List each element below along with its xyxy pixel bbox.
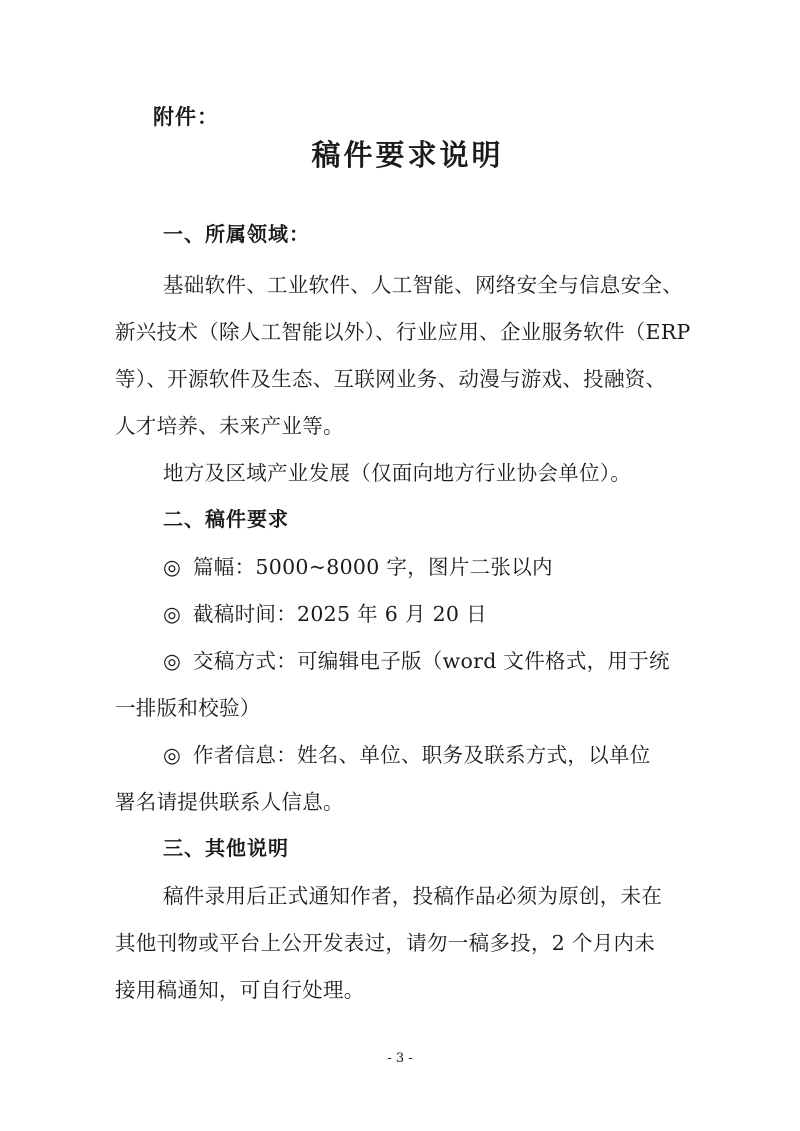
section-1-line-4: 人才培养、未来产业等。 (115, 414, 344, 438)
requirement-length (163, 550, 553, 580)
requirement-submission-text: 交稿方式：可编辑电子版（word 文件格式，用于统 (193, 649, 670, 673)
requirement-deadline (163, 597, 487, 627)
bullet-icon: ◎ (163, 743, 182, 767)
requirement-length-text: 篇幅：5000~8000 字，图片二张以内 (193, 555, 553, 579)
section-1-line-1: 基础软件、工业软件、人工智能、网络安全与信息安全、 (163, 273, 683, 297)
page-title: 稿件要求说明 (311, 138, 504, 172)
section-1-line-2: 新兴技术（除人工智能以外）、行业应用、企业服务软件（ERP (115, 320, 691, 344)
bullet-icon: ◎ (163, 649, 182, 673)
requirement-deadline-text: 截稿时间：2025 年 6 月 20 日 (193, 602, 487, 626)
attachment-label: 附件： (153, 105, 219, 129)
section-3-line-1: 稿件录用后正式通知作者，投稿作品必须为原创，未在 (163, 884, 663, 908)
bullet-icon: ◎ (163, 602, 182, 626)
bullet-icon: ◎ (163, 555, 182, 579)
section-1-regional: 地方及区域产业发展（仅面向地方行业协会单位）。 (163, 461, 632, 485)
page-number: - 3 - (387, 1051, 413, 1066)
section-3-heading: 三、其他说明 (163, 836, 289, 860)
section-3-line-2: 其他刊物或平台上公开发表过，请勿一稿多投，2 个月内未 (115, 931, 656, 955)
requirement-author (163, 738, 651, 768)
section-1-heading: 一、所属领域： (163, 222, 310, 246)
requirement-submission-cont: 一排版和校验） (115, 696, 261, 720)
requirement-author-text: 作者信息：姓名、单位、职务及联系方式，以单位 (193, 743, 651, 767)
section-2-heading: 二、稿件要求 (163, 507, 289, 531)
section-1-line-3: 等）、开源软件及生态、互联网业务、动漫与游戏、投融资、 (115, 367, 667, 391)
requirement-author-cont: 署名请提供联系人信息。 (115, 790, 344, 814)
requirement-submission (163, 644, 670, 674)
section-3-line-3: 接用稿通知，可自行处理。 (115, 978, 365, 1002)
